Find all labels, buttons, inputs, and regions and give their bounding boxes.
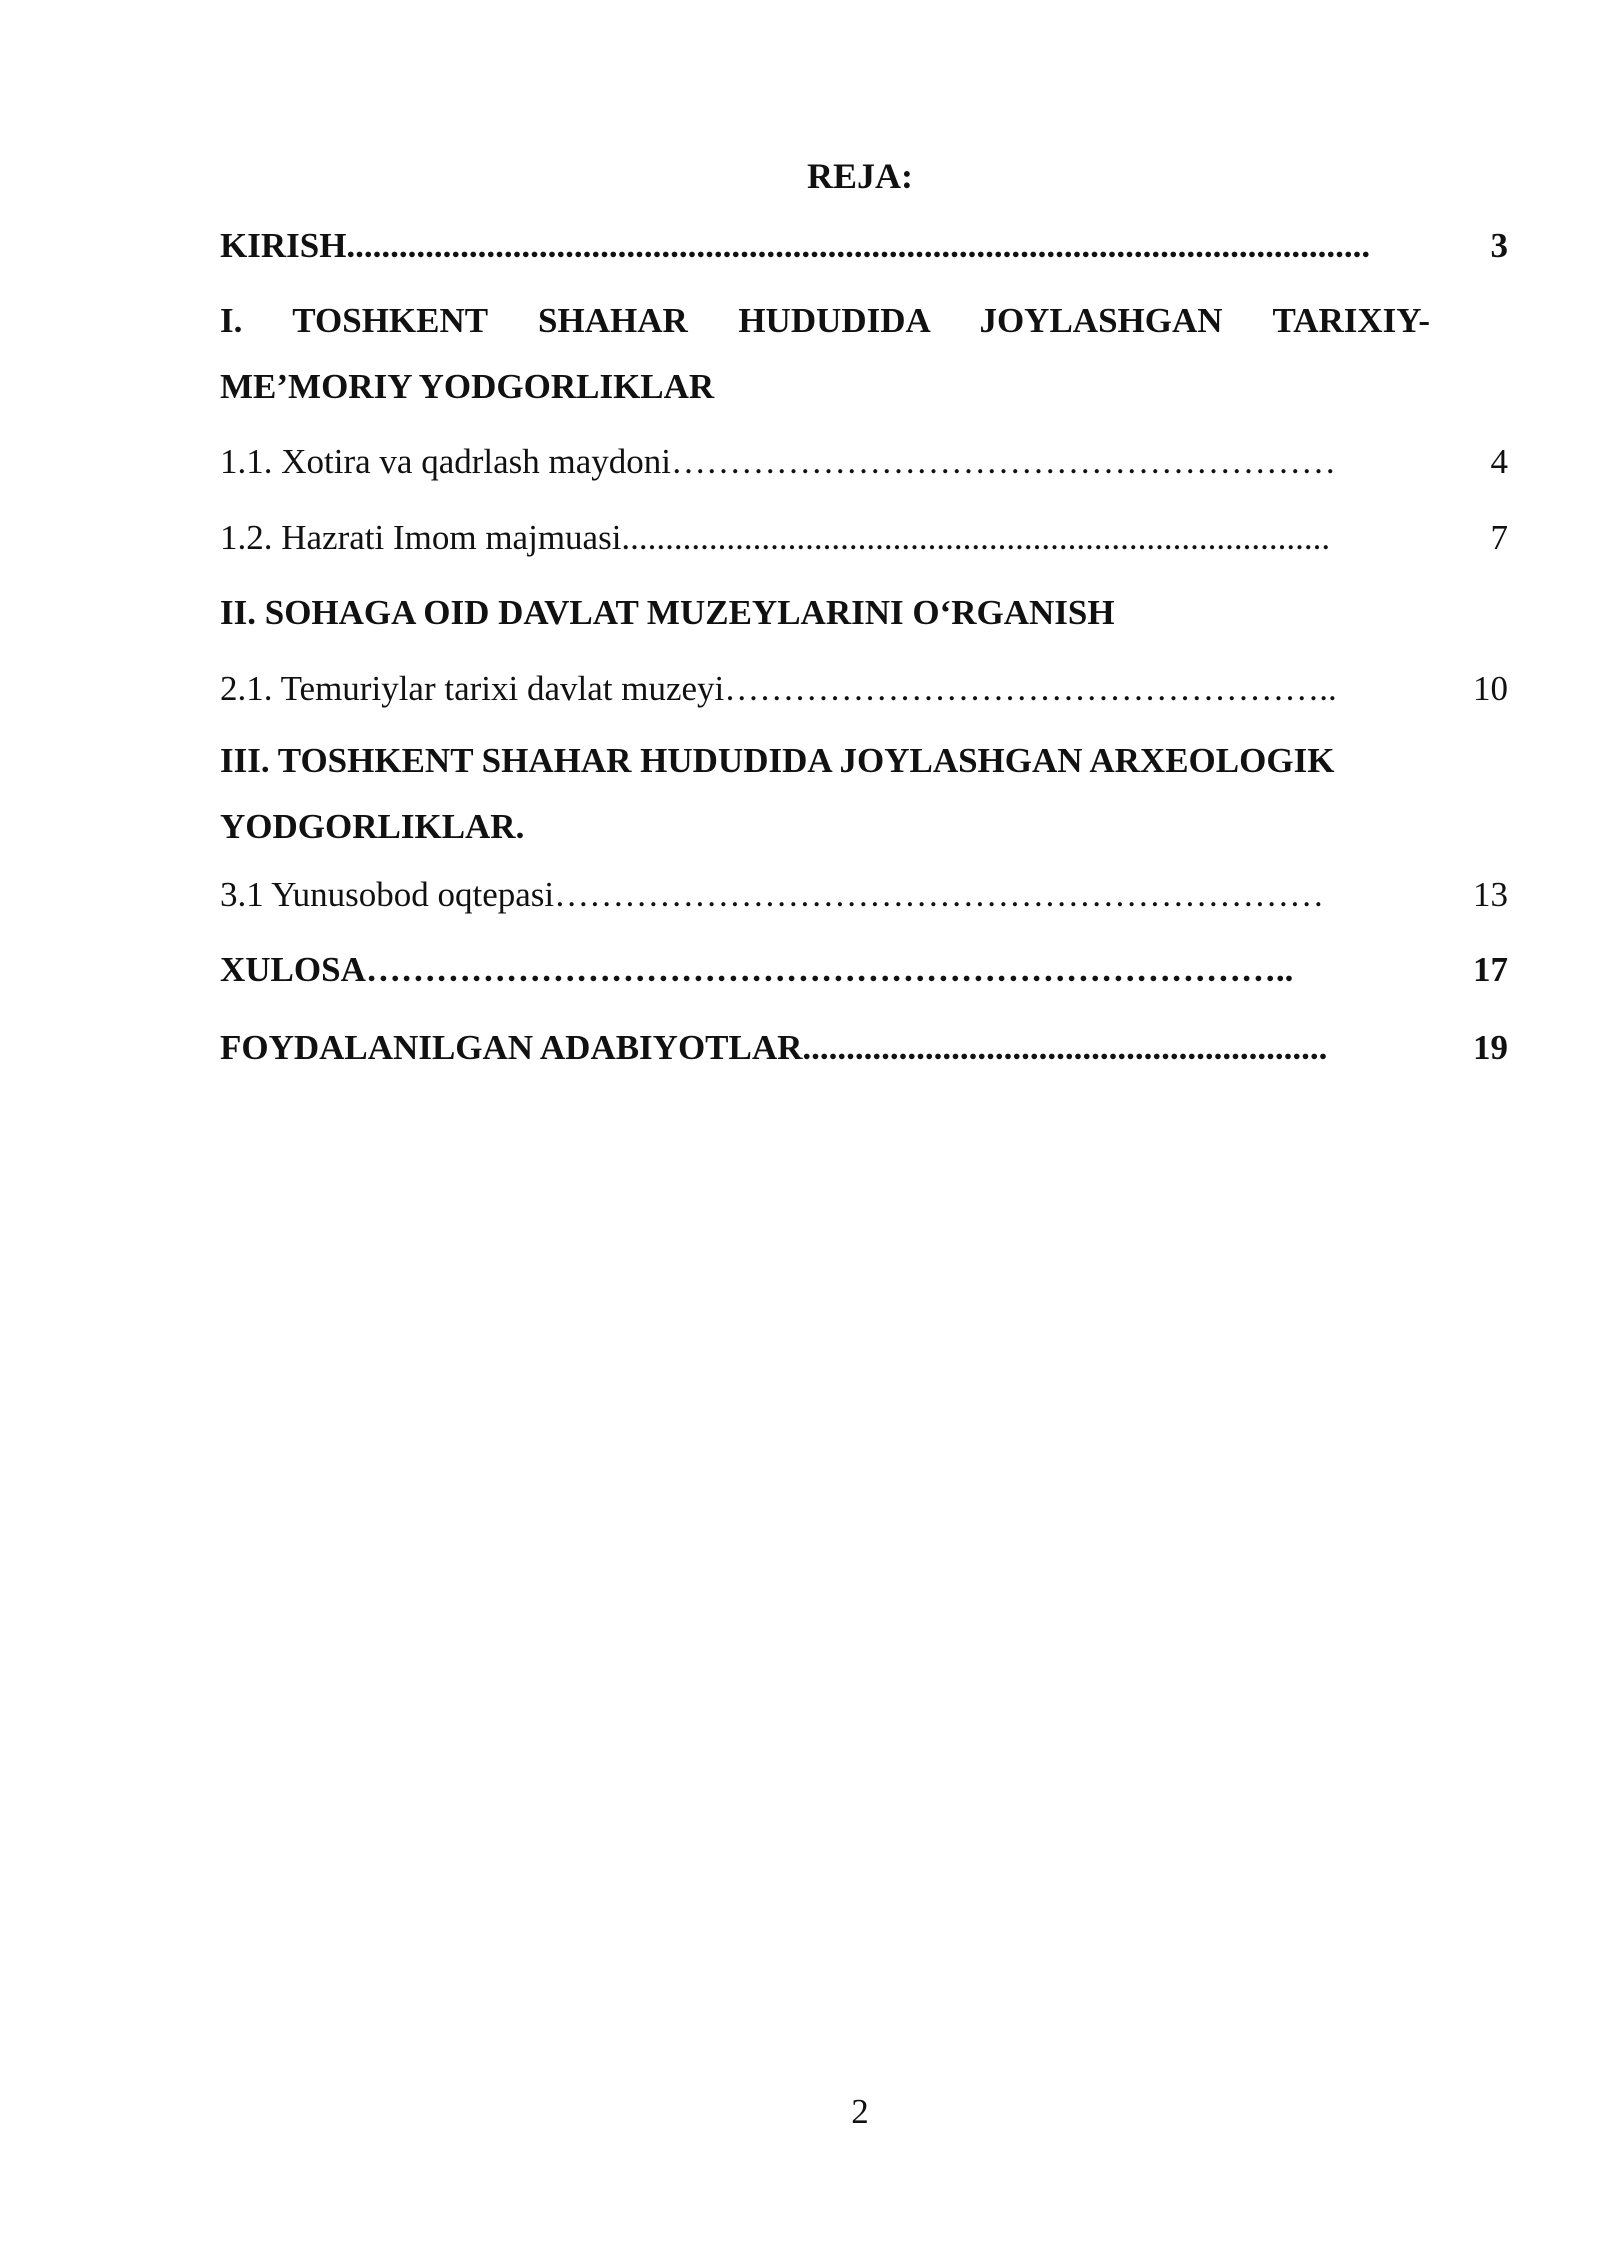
toc-chapter-3[interactable] [220,728,1430,860]
toc-chapter-line: I. TOSHKENT SHAHAR HUDUDIDA JOYLASHGAN TARIXIY- [220,301,1430,340]
toc-entry-text: FOYDALANILGAN ADABIYOTLAR............................................................ [220,1028,1328,1067]
toc-entry-text: 1.2. Hazrati Imom majmuasi................................................................................. [220,518,1331,557]
toc-entry-page: 19 [1473,1028,1508,1067]
toc-entry-page: 10 [1473,669,1508,708]
toc-title: REJA: [807,156,913,196]
toc-entry-page: 7 [1490,518,1508,557]
toc-entry-text: 1.1. Xotira va qadrlash maydoni………………………………………………… [220,442,1337,481]
toc-chapter-line: II. SOHAGA OID DAVLAT MUZEYLARINI O‘RGANISH [220,593,1115,632]
toc-entry-page: 3 [1490,226,1508,265]
toc-entry-page: 4 [1490,442,1508,481]
toc-entry-text: 3.1 Yunusobod oqtepasi………………………………………………………… [220,875,1325,914]
toc-entry-text: 2.1. Temuriylar tarixi davlat muzeyi…………………………………………….. [220,669,1337,708]
toc-chapter-1[interactable] [220,288,1430,420]
toc-entry-text: XULOSA…………………………………………………………………….. [220,950,1294,989]
toc-chapter-line: ME’MORIY YODGORLIKLAR [220,367,715,406]
page-number: 2 [851,2092,869,2131]
toc-entry-text: KIRISH..................................................................................................................... [220,226,1371,265]
toc-entry-page: 13 [1473,875,1508,914]
toc-chapter-line: III. TOSHKENT SHAHAR HUDUDIDA JOYLASHGAN ARXEOLOGIK [220,741,1335,780]
toc-chapter-line: YODGORLIKLAR. [220,807,525,846]
toc-entry-page: 17 [1473,950,1508,989]
